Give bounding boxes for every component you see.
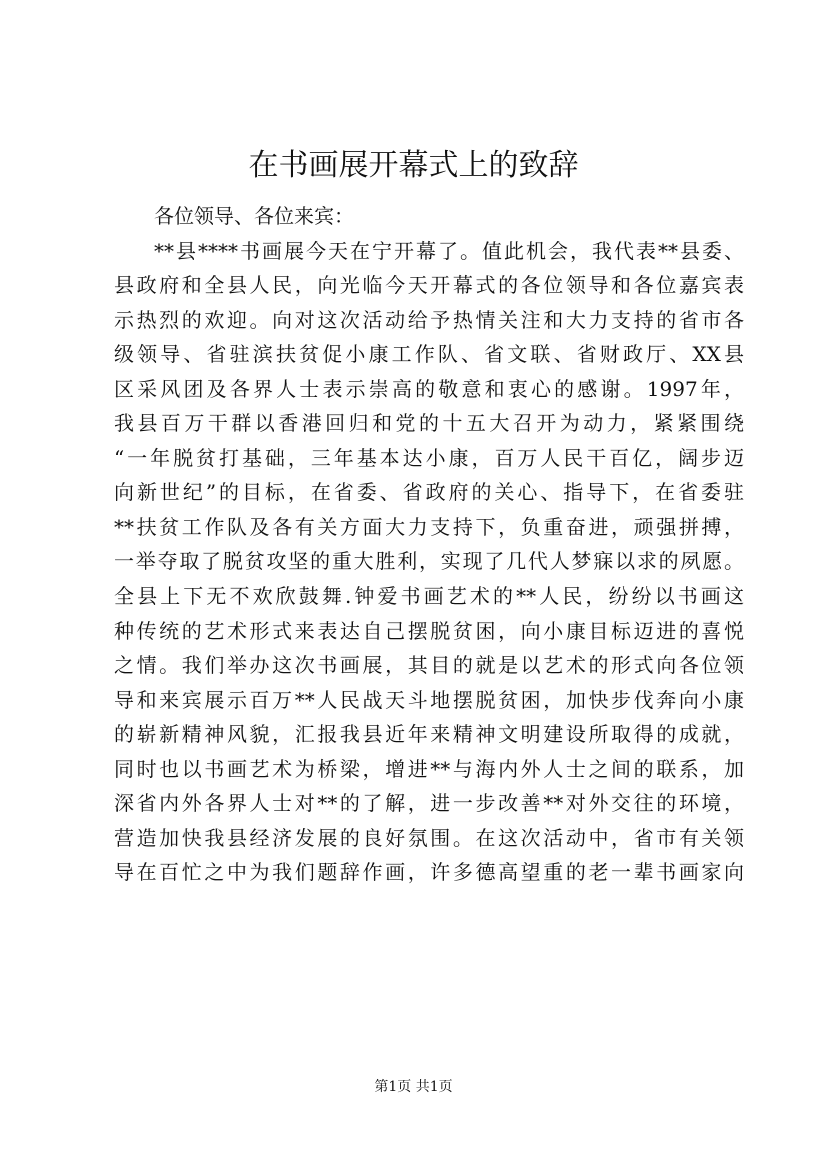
paragraph-line: 我县百万干群以香港回归和党的十五大召开为动力，紧紧围绕 bbox=[114, 411, 744, 436]
paragraph-line: 导和来宾展示百万**人民战天斗地摆脱贫困，加快步伐奔向小康 bbox=[114, 687, 744, 712]
paragraph-line: 区采风团及各界人士表示崇高的敬意和衷心的感谢。1997年， bbox=[114, 376, 744, 401]
salutation: 各位领导、各位来宾： bbox=[154, 204, 354, 228]
paragraph-line: “一年脱贫打基础，三年基本达小康，百万人民干百亿，阔步迈 bbox=[114, 445, 744, 470]
paragraph-line: 同时也以书画艺术为桥梁，增进**与海内外人士之间的联系，加 bbox=[114, 756, 744, 781]
page-footer: 第1页 共1页 bbox=[374, 1079, 453, 1095]
paragraph-line: 向新世纪”的目标，在省委、省政府的关心、指导下，在省委驻 bbox=[114, 480, 744, 505]
paragraph-line: 全县上下无不欢欣鼓舞.钟爱书画艺术的**人民，纷纷以书画这 bbox=[114, 584, 744, 609]
paragraph-line: 营造加快我县经济发展的良好氛围。在这次活动中，省市有关领 bbox=[114, 825, 744, 850]
paragraph-line: 深省内外各界人士对**的了解，进一步改善**对外交往的环境， bbox=[114, 791, 744, 816]
paragraph-line: 一举夺取了脱贫攻坚的重大胜利，实现了几代人梦寐以求的夙愿。 bbox=[114, 549, 744, 574]
paragraph-line: 县政府和全县人民，向光临今天开幕式的各位领导和各位嘉宾表 bbox=[114, 273, 744, 298]
paragraph-line: 种传统的艺术形式来表达自己摆脱贫困，向小康目标迈进的喜悦 bbox=[114, 618, 744, 643]
paragraph-line: 级领导、省驻滨扶贫促小康工作队、省文联、省财政厅、XX县 bbox=[114, 342, 744, 367]
paragraph-line: 的崭新精神风貌，汇报我县近年来精神文明建设所取得的成就， bbox=[114, 722, 744, 747]
paragraph-line: 导在百忙之中为我们题辞作画，许多德高望重的老一辈书画家向 bbox=[114, 860, 744, 885]
paragraph-line: 示热烈的欢迎。向对这次活动给予热情关注和大力支持的省市各 bbox=[114, 307, 744, 332]
paragraph-line: **县****书画展今天在宁开幕了。值此机会，我代表**县委、 bbox=[154, 238, 744, 263]
document-body bbox=[114, 199, 744, 890]
paragraph-line: 之情。我们举办这次书画展，其目的就是以艺术的形式向各位领 bbox=[114, 653, 744, 678]
paragraph-line: **扶贫工作队及各有关方面大力支持下，负重奋进，顽强拼搏， bbox=[114, 514, 744, 539]
document-title: 在书画展开幕式上的致辞 bbox=[248, 148, 579, 183]
